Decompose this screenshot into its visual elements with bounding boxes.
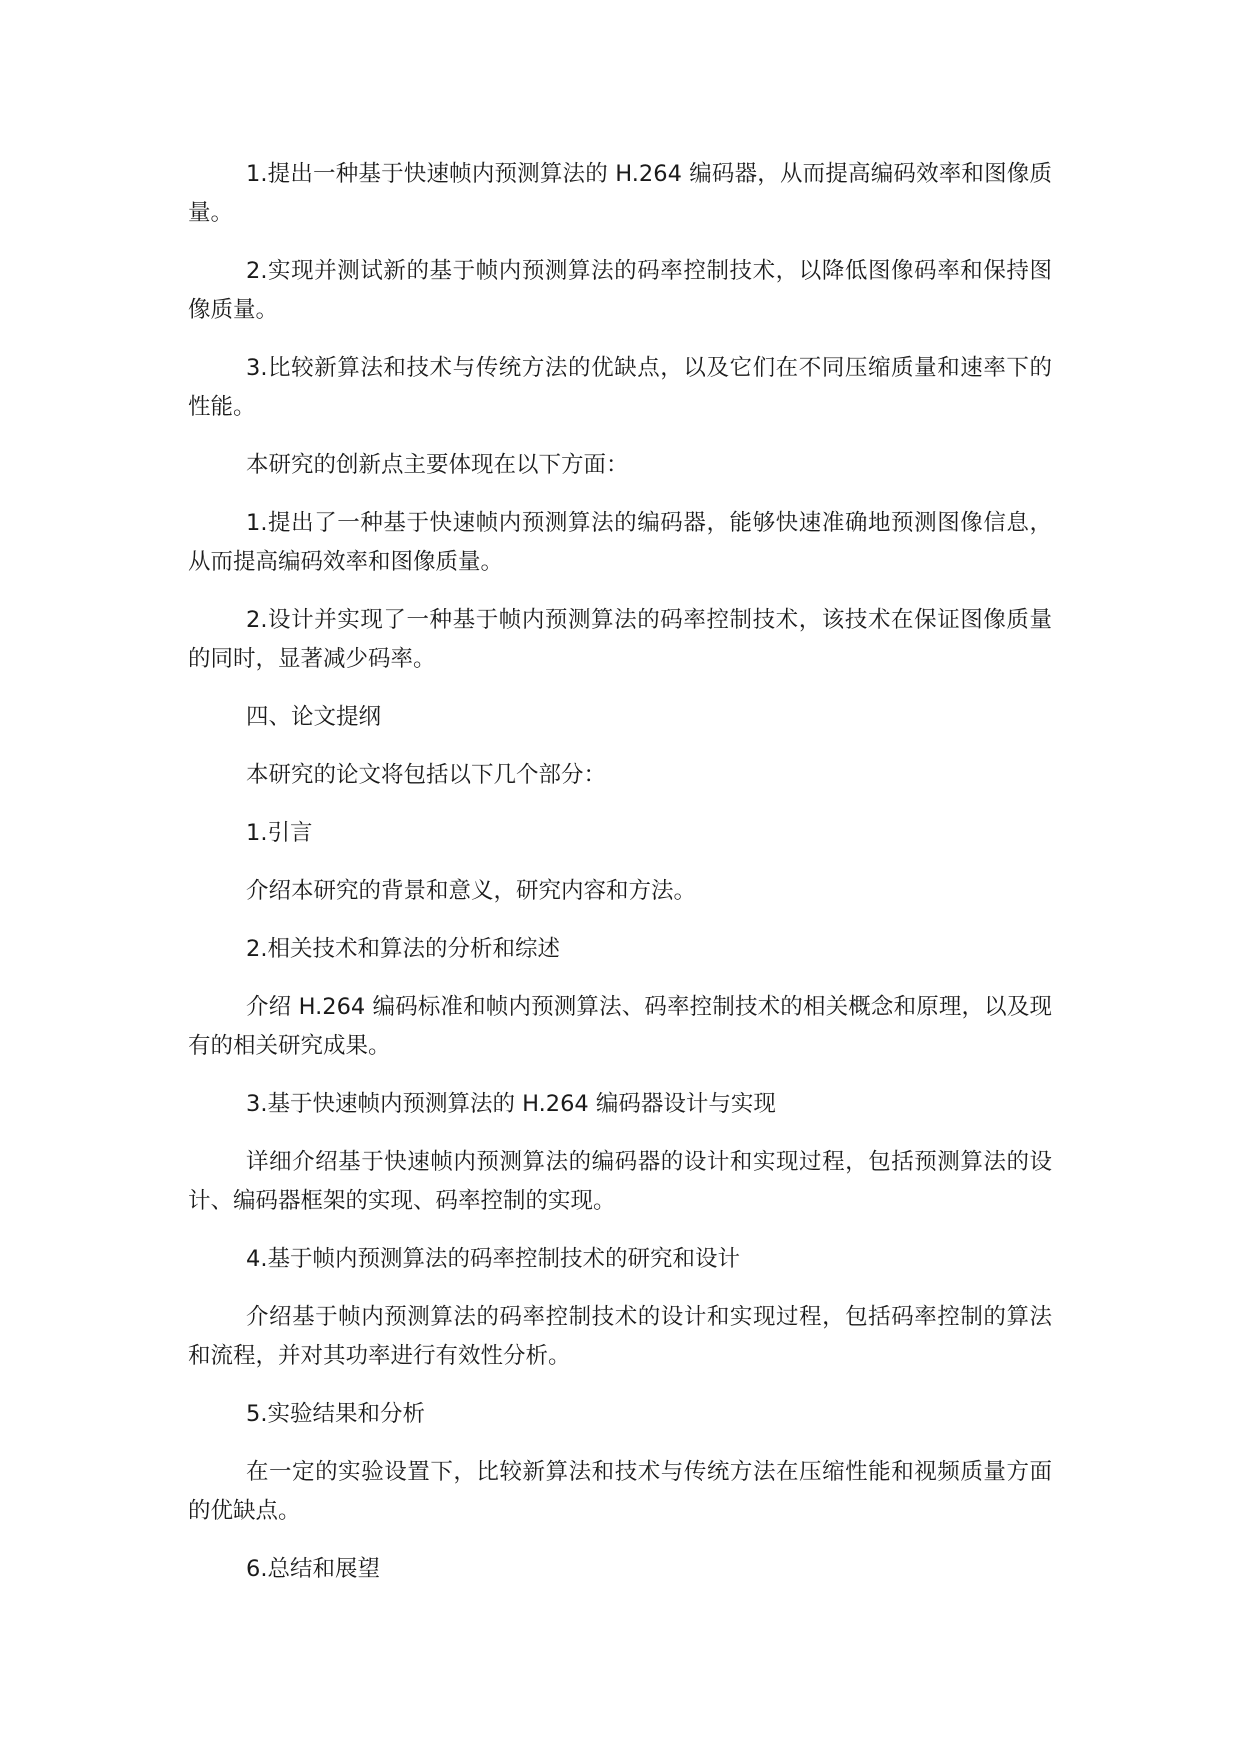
document-body: [188, 155, 1052, 1608]
outline-item-4-title: 4.基于帧内预测算法的码率控制技术的研究和设计: [246, 1246, 740, 1272]
paragraph-goal-1: 1.提出一种基于快速帧内预测算法的 H.264 编码器，从而提高编码效率和图像质量。: [188, 161, 1052, 226]
paragraph-goal-3: 3.比较新算法和技术与传统方法的优缺点，以及它们在不同压缩质量和速率下的性能。: [188, 355, 1052, 420]
paragraph-innovation-1: 1.提出了一种基于快速帧内预测算法的编码器，能够快速准确地预测图像信息，从而提高编码效率和图像质量。: [188, 510, 1052, 575]
paragraph-innovation-2: 2.设计并实现了一种基于帧内预测算法的码率控制技术，该技术在保证图像质量的同时，显著减少码率。: [188, 607, 1052, 672]
outline-item-2-title: 2.相关技术和算法的分析和综述: [246, 936, 560, 962]
outline-item-4-desc: 介绍基于帧内预测算法的码率控制技术的设计和实现过程，包括码率控制的算法和流程，并对其功率进行有效性分析。: [188, 1304, 1052, 1369]
paragraph-outline-intro: 本研究的论文将包括以下几个部分：: [246, 762, 607, 788]
outline-item-6-title: 6.总结和展望: [246, 1556, 380, 1582]
section-heading-outline: 四、论文提纲: [246, 704, 382, 730]
paragraph-goal-2: 2.实现并测试新的基于帧内预测算法的码率控制技术，以降低图像码率和保持图像质量。: [188, 258, 1052, 323]
outline-item-3-title: 3.基于快速帧内预测算法的 H.264 编码器设计与实现: [246, 1091, 776, 1117]
outline-item-2-desc: 介绍 H.264 编码标准和帧内预测算法、码率控制技术的相关概念和原理，以及现有的相关研究成果。: [188, 994, 1052, 1059]
outline-item-1-title: 1.引言: [246, 820, 313, 846]
outline-item-1-desc: 介绍本研究的背景和意义，研究内容和方法。: [246, 878, 697, 904]
outline-item-5-title: 5.实验结果和分析: [246, 1401, 425, 1427]
paragraph-innovation-intro: 本研究的创新点主要体现在以下方面：: [246, 452, 629, 478]
outline-item-3-desc: 详细介绍基于快速帧内预测算法的编码器的设计和实现过程，包括预测算法的设计、编码器框架的实现、码率控制的实现。: [188, 1149, 1052, 1214]
outline-item-5-desc: 在一定的实验设置下，比较新算法和技术与传统方法在压缩性能和视频质量方面的优缺点。: [188, 1459, 1052, 1524]
